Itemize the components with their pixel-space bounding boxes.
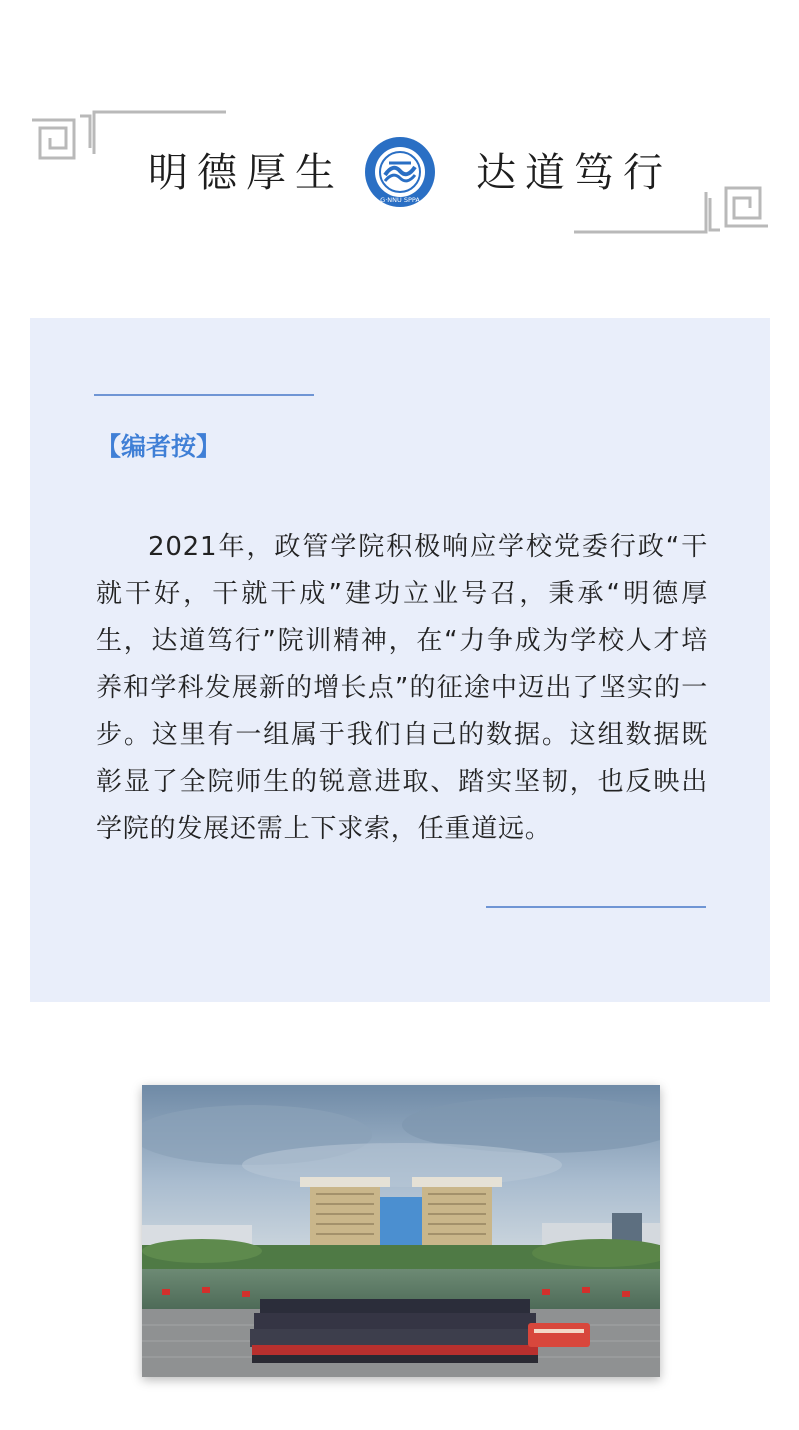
divider-top	[94, 394, 314, 396]
motto-left: 明德厚生	[148, 150, 344, 196]
note-body: 2021年，政管学院积极响应学校党委行政“干就干好，干就干成”建功立业号召，秉承“明德厚生，达道笃行”院训精神，在“力争成为学校人才培养和学科发展新的增长点”的征途中迈出了坚实的一步。这里有一组属于我们自己的数据。这组数据既彰显了全院师生的锐意进取、踏实坚韧，也反映出学院的发展还需上下求索，任重道远。	[96, 532, 708, 844]
note-title: 【编者按】	[96, 432, 222, 461]
fret-ornament-right-icon	[572, 178, 772, 238]
emblem-ring-text: G·NNU SPPA	[380, 196, 420, 204]
motto-right: 达道笃行	[476, 150, 672, 196]
editor-note-card	[30, 318, 770, 1002]
divider-bottom	[486, 906, 706, 908]
group-photo-image	[142, 1085, 660, 1377]
group-photo	[142, 1085, 660, 1377]
header-banner	[0, 0, 799, 260]
university-emblem-icon	[363, 135, 437, 209]
